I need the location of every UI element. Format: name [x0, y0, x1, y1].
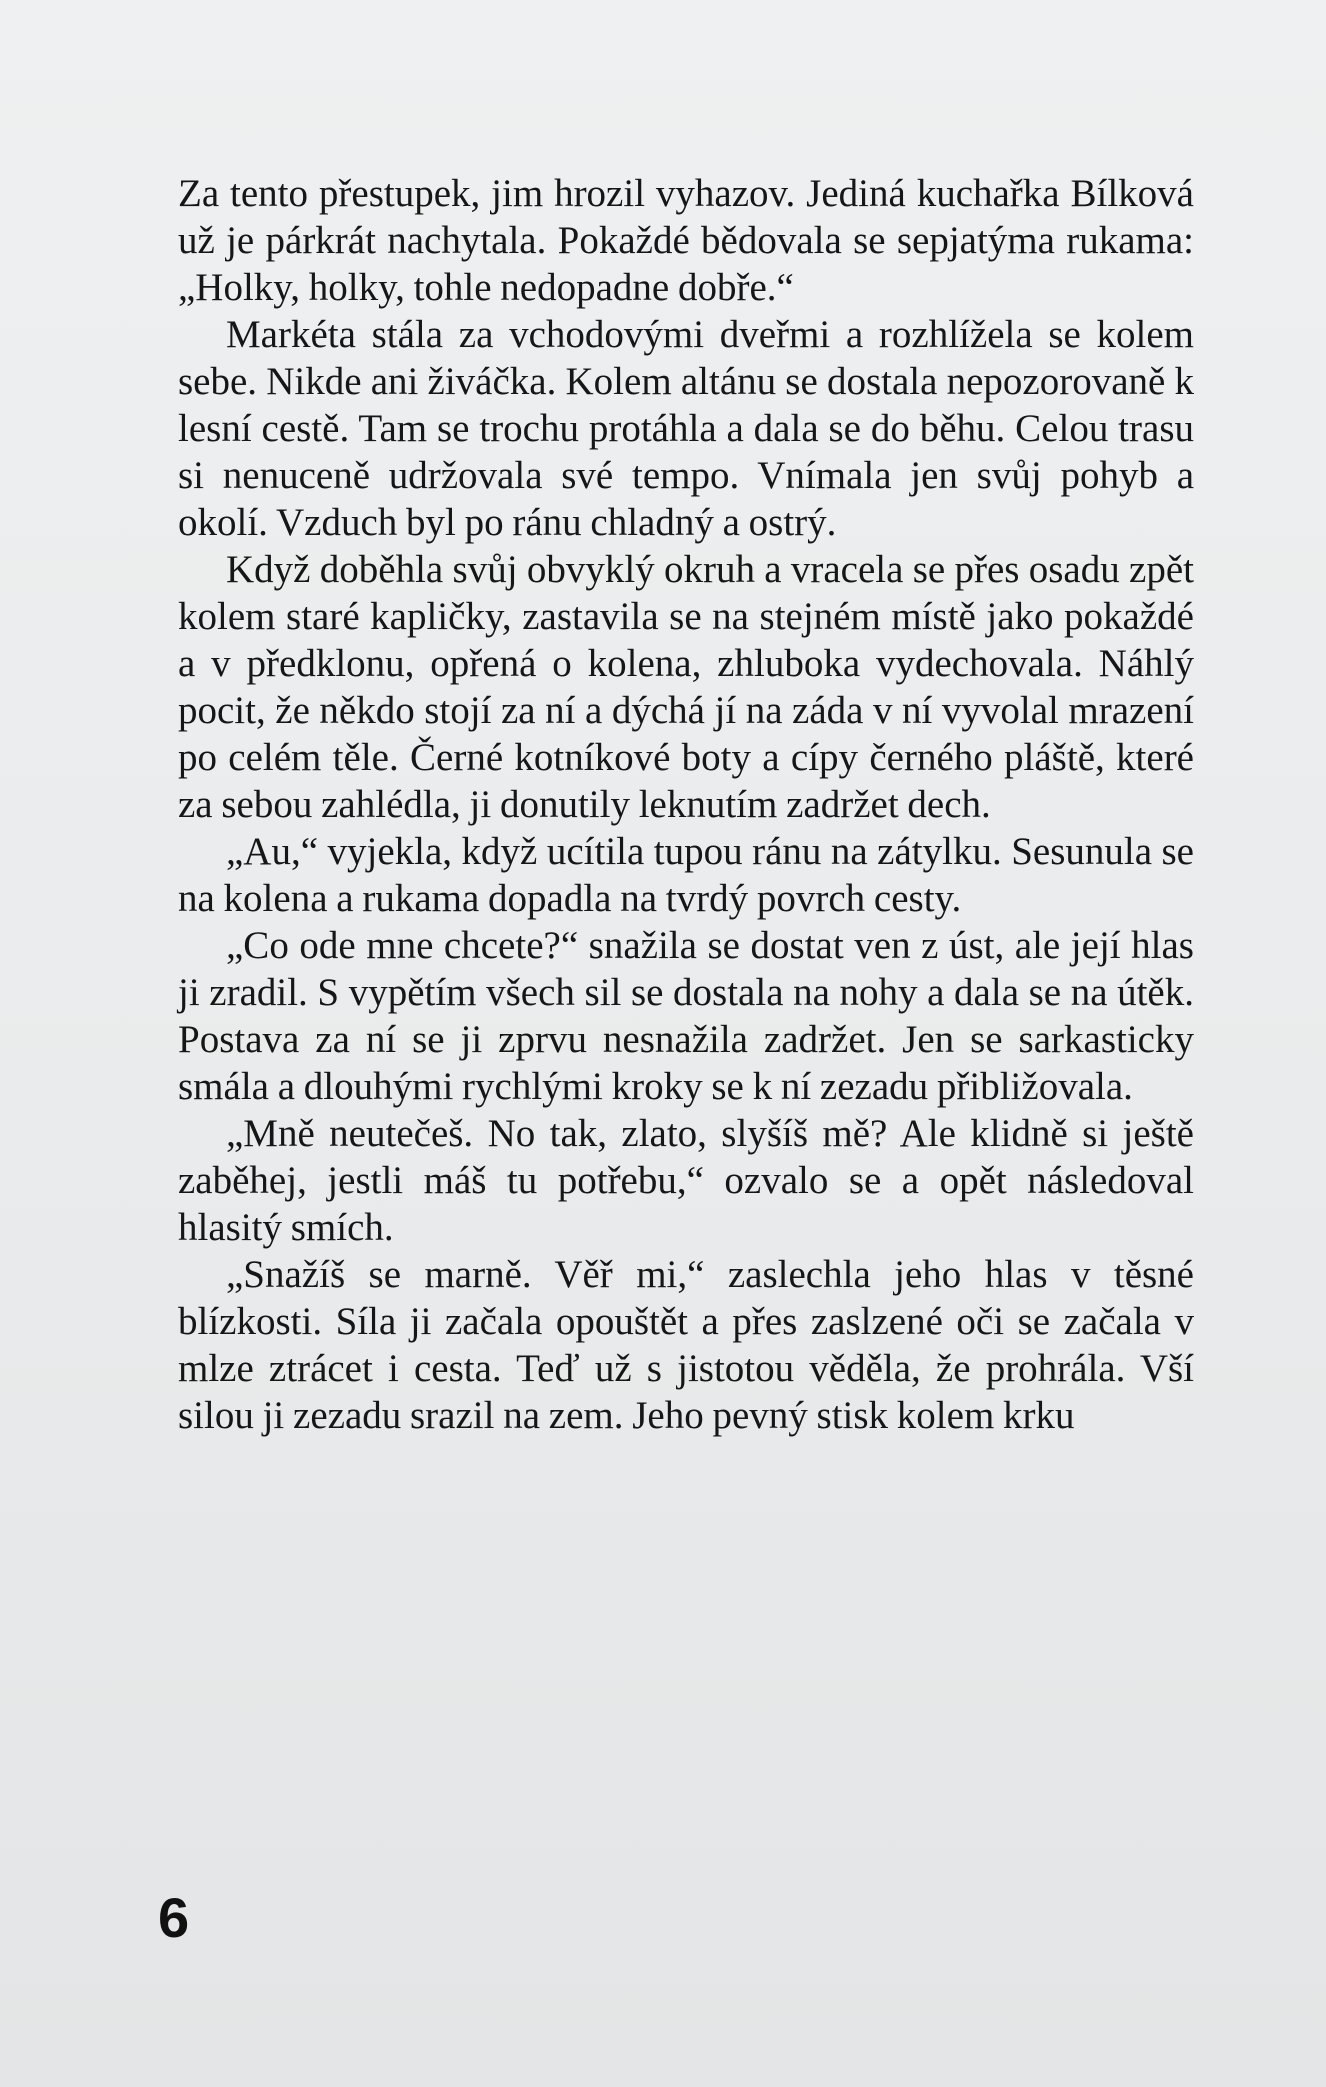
paragraph: „Au,“ vyjekla, když ucítila tupou ránu na zátylku. Sesunula se na kolena a rukama dopadla na tvrdý povrch cesty.	[178, 830, 1194, 920]
paragraph: Markéta stála za vchodovými dveřmi a rozhlížela se kolem sebe. Nikde ani živáčka. Kolem altánu se dostala nepozorovaně k lesní cestě. Tam se trochu protáhla a dala se do běhu. Celou trasu si nenuceně udržovala své tempo. Vnímala jen svůj pohyb a okolí. Vzduch byl po ránu chladný a ostrý.	[178, 313, 1194, 544]
body-text	[178, 170, 1194, 1439]
paragraph: Za tento přestupek, jim hrozil vyhazov. Jediná kuchařka Bílková už je párkrát nachytala. Pokaždé bědovala se sepjatýma rukama: „Holky, holky, tohle nedopadne dobře.“	[178, 172, 1194, 309]
paragraph: „Co ode mne chcete?“ snažila se dostat ven z úst, ale její hlas ji zradil. S vypětím všech sil se dostala na nohy a dala se na útěk. Postava za ní se ji zprvu nesnažila zadržet. Jen se sarkasticky smála a dlouhými rychlými kroky se k ní zezadu přibližovala.	[178, 924, 1194, 1108]
paragraph: „Snažíš se marně. Věř mi,“ zaslechla jeho hlas v těsné blízkosti. Síla ji začala opouštět a přes zaslzené oči se začala v mlze ztrácet i cesta. Teď už s jistotou věděla, že prohrála. Vší silou ji zezadu srazil na zem. Jeho pevný stisk kolem krku	[178, 1253, 1194, 1437]
page-number: 6	[158, 1886, 190, 1949]
paragraph: Když doběhla svůj obvyklý okruh a vracela se přes osadu zpět kolem staré kapličky, zastavila se na stejném místě jako pokaždé a v předklonu, opřená o kolena, zhluboka vydechovala. Náhlý pocit, že někdo stojí za ní a dýchá jí na záda v ní vyvolal mrazení po celém těle. Černé kotníkové boty a cípy černého pláště, které za sebou zahlédla, ji donutily leknutím zadržet dech.	[178, 548, 1194, 826]
paragraph: „Mně neutečeš. No tak, zlato, slyšíš mě? Ale klidně si ještě zaběhej, jestli máš tu potřebu,“ ozvalo se a opět následoval hlasitý smích.	[178, 1112, 1194, 1249]
